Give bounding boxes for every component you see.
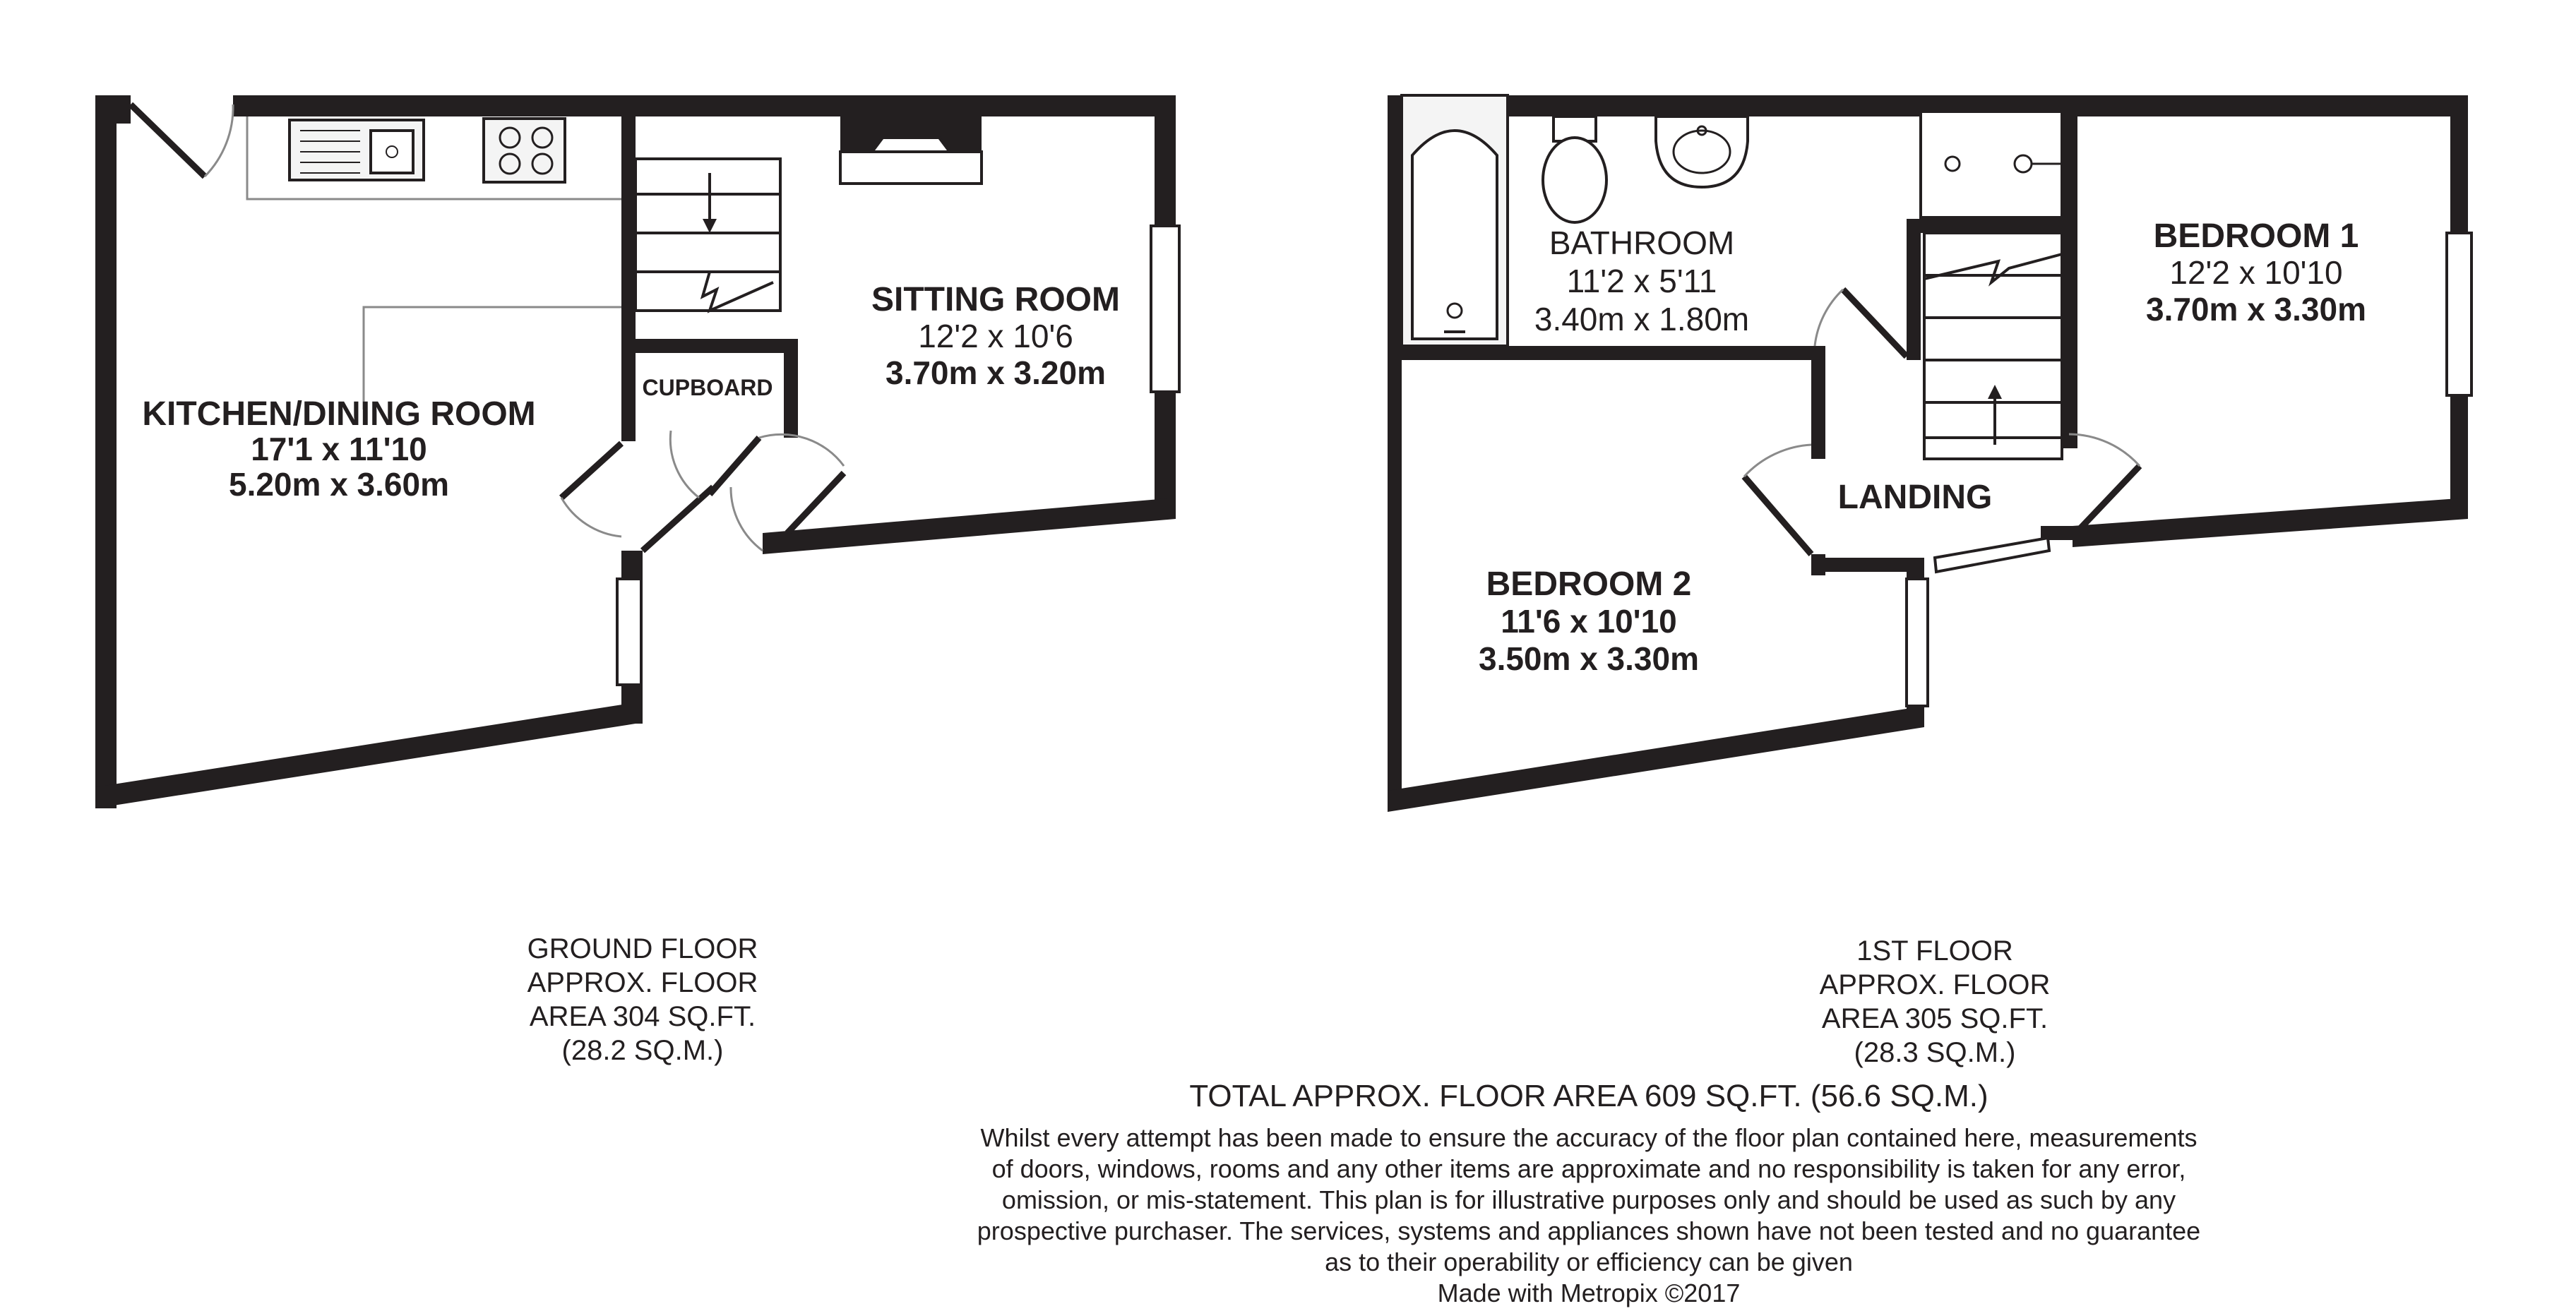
ground-floor-area-caption xyxy=(452,932,833,1067)
bathroom-imperial: 11'2 x 5'11 xyxy=(1566,263,1717,299)
hob-icon xyxy=(484,119,565,182)
first-floor-area-caption xyxy=(1744,934,2125,1070)
first-floor-plan xyxy=(1388,95,2471,812)
disclaimer-line: as to their operability or efficiency can be given xyxy=(1325,1247,1853,1276)
ground-floor-staircase xyxy=(636,159,780,311)
kitchen-window xyxy=(617,579,641,685)
ground-floor-area-line2: APPROX. FLOOR xyxy=(527,967,758,998)
bath-icon xyxy=(1402,95,1508,346)
basin-icon xyxy=(1656,116,1748,187)
sitting-room-name: SITTING ROOM xyxy=(871,281,1120,318)
ground-floor-area-line4: (28.2 SQ.M.) xyxy=(561,1035,724,1066)
front-door-icon xyxy=(131,104,233,176)
sitting-room-imperial: 12'2 x 10'6 xyxy=(918,318,1073,354)
disclaimer-line: of doors, windows, rooms and any other items are approximate and no responsibility is taken for any error, xyxy=(991,1154,2186,1183)
bedroom1-name: BEDROOM 1 xyxy=(2153,217,2359,255)
metropix-credit: Made with Metropix ©2017 xyxy=(1437,1279,1741,1307)
bedroom2-imperial: 11'6 x 10'10 xyxy=(1501,603,1677,640)
first-floor-area-line3: AREA 305 SQ.FT. xyxy=(1821,1003,2049,1034)
kitchen-metric: 5.20m x 3.60m xyxy=(228,466,450,503)
bedroom1-window xyxy=(2447,233,2471,395)
bedroom1-imperial: 12'2 x 10'10 xyxy=(2169,254,2343,291)
cupboard-label: CUPBOARD xyxy=(642,375,773,400)
bathroom-name: BATHROOM xyxy=(1549,225,1735,261)
sitting-room-metric: 3.70m x 3.20m xyxy=(885,354,1107,391)
kitchen-room-name: KITCHEN/DINING ROOM xyxy=(142,395,536,433)
kitchen-imperial: 17'1 x 11'10 xyxy=(251,431,427,467)
first-floor-area-line2: APPROX. FLOOR xyxy=(1819,969,2051,1000)
kitchen-units xyxy=(247,116,621,199)
bedroom1-metric: 3.70m x 3.30m xyxy=(2145,291,2367,328)
ground-floor-area-line3: AREA 304 SQ.FT. xyxy=(529,1001,756,1032)
disclaimer-line: prospective purchaser. The services, systems and appliances shown have not been tested and no guarantee xyxy=(977,1216,2201,1245)
first-floor-area-line1: 1ST FLOOR xyxy=(1856,935,2013,966)
toilet-icon xyxy=(1543,116,1606,222)
bedroom2-name: BEDROOM 2 xyxy=(1486,565,1692,603)
ground-floor-area-line1: GROUND FLOOR xyxy=(527,933,758,964)
first-floor-staircase xyxy=(1924,233,2062,459)
bedroom2-metric: 3.50m x 3.30m xyxy=(1478,640,1700,677)
disclaimer-line: omission, or mis-statement. This plan is for illustrative purposes only and should be used as such by any xyxy=(1001,1185,2176,1214)
disclaimer-line: Whilst every attempt has been made to ensure the accuracy of the floor plan contained here, measurements xyxy=(980,1123,2198,1152)
bathroom-metric: 3.40m x 1.80m xyxy=(1534,301,1750,337)
landing-window xyxy=(1935,538,2049,572)
bedroom2-window xyxy=(1907,579,1928,706)
sitting-room-window xyxy=(1151,226,1179,392)
disclaimer xyxy=(918,1123,2260,1309)
landing-label: LANDING xyxy=(1837,479,1993,516)
first-floor-area-line4: (28.3 SQ.M.) xyxy=(1854,1037,2016,1068)
fireplace-icon xyxy=(840,116,982,184)
ground-floor-plan xyxy=(95,95,1179,808)
shower-icon xyxy=(1921,112,2062,217)
total-floor-area: TOTAL APPROX. FLOOR AREA 609 SQ.FT. (56.6 SQ.M.) xyxy=(1189,1079,1988,1113)
